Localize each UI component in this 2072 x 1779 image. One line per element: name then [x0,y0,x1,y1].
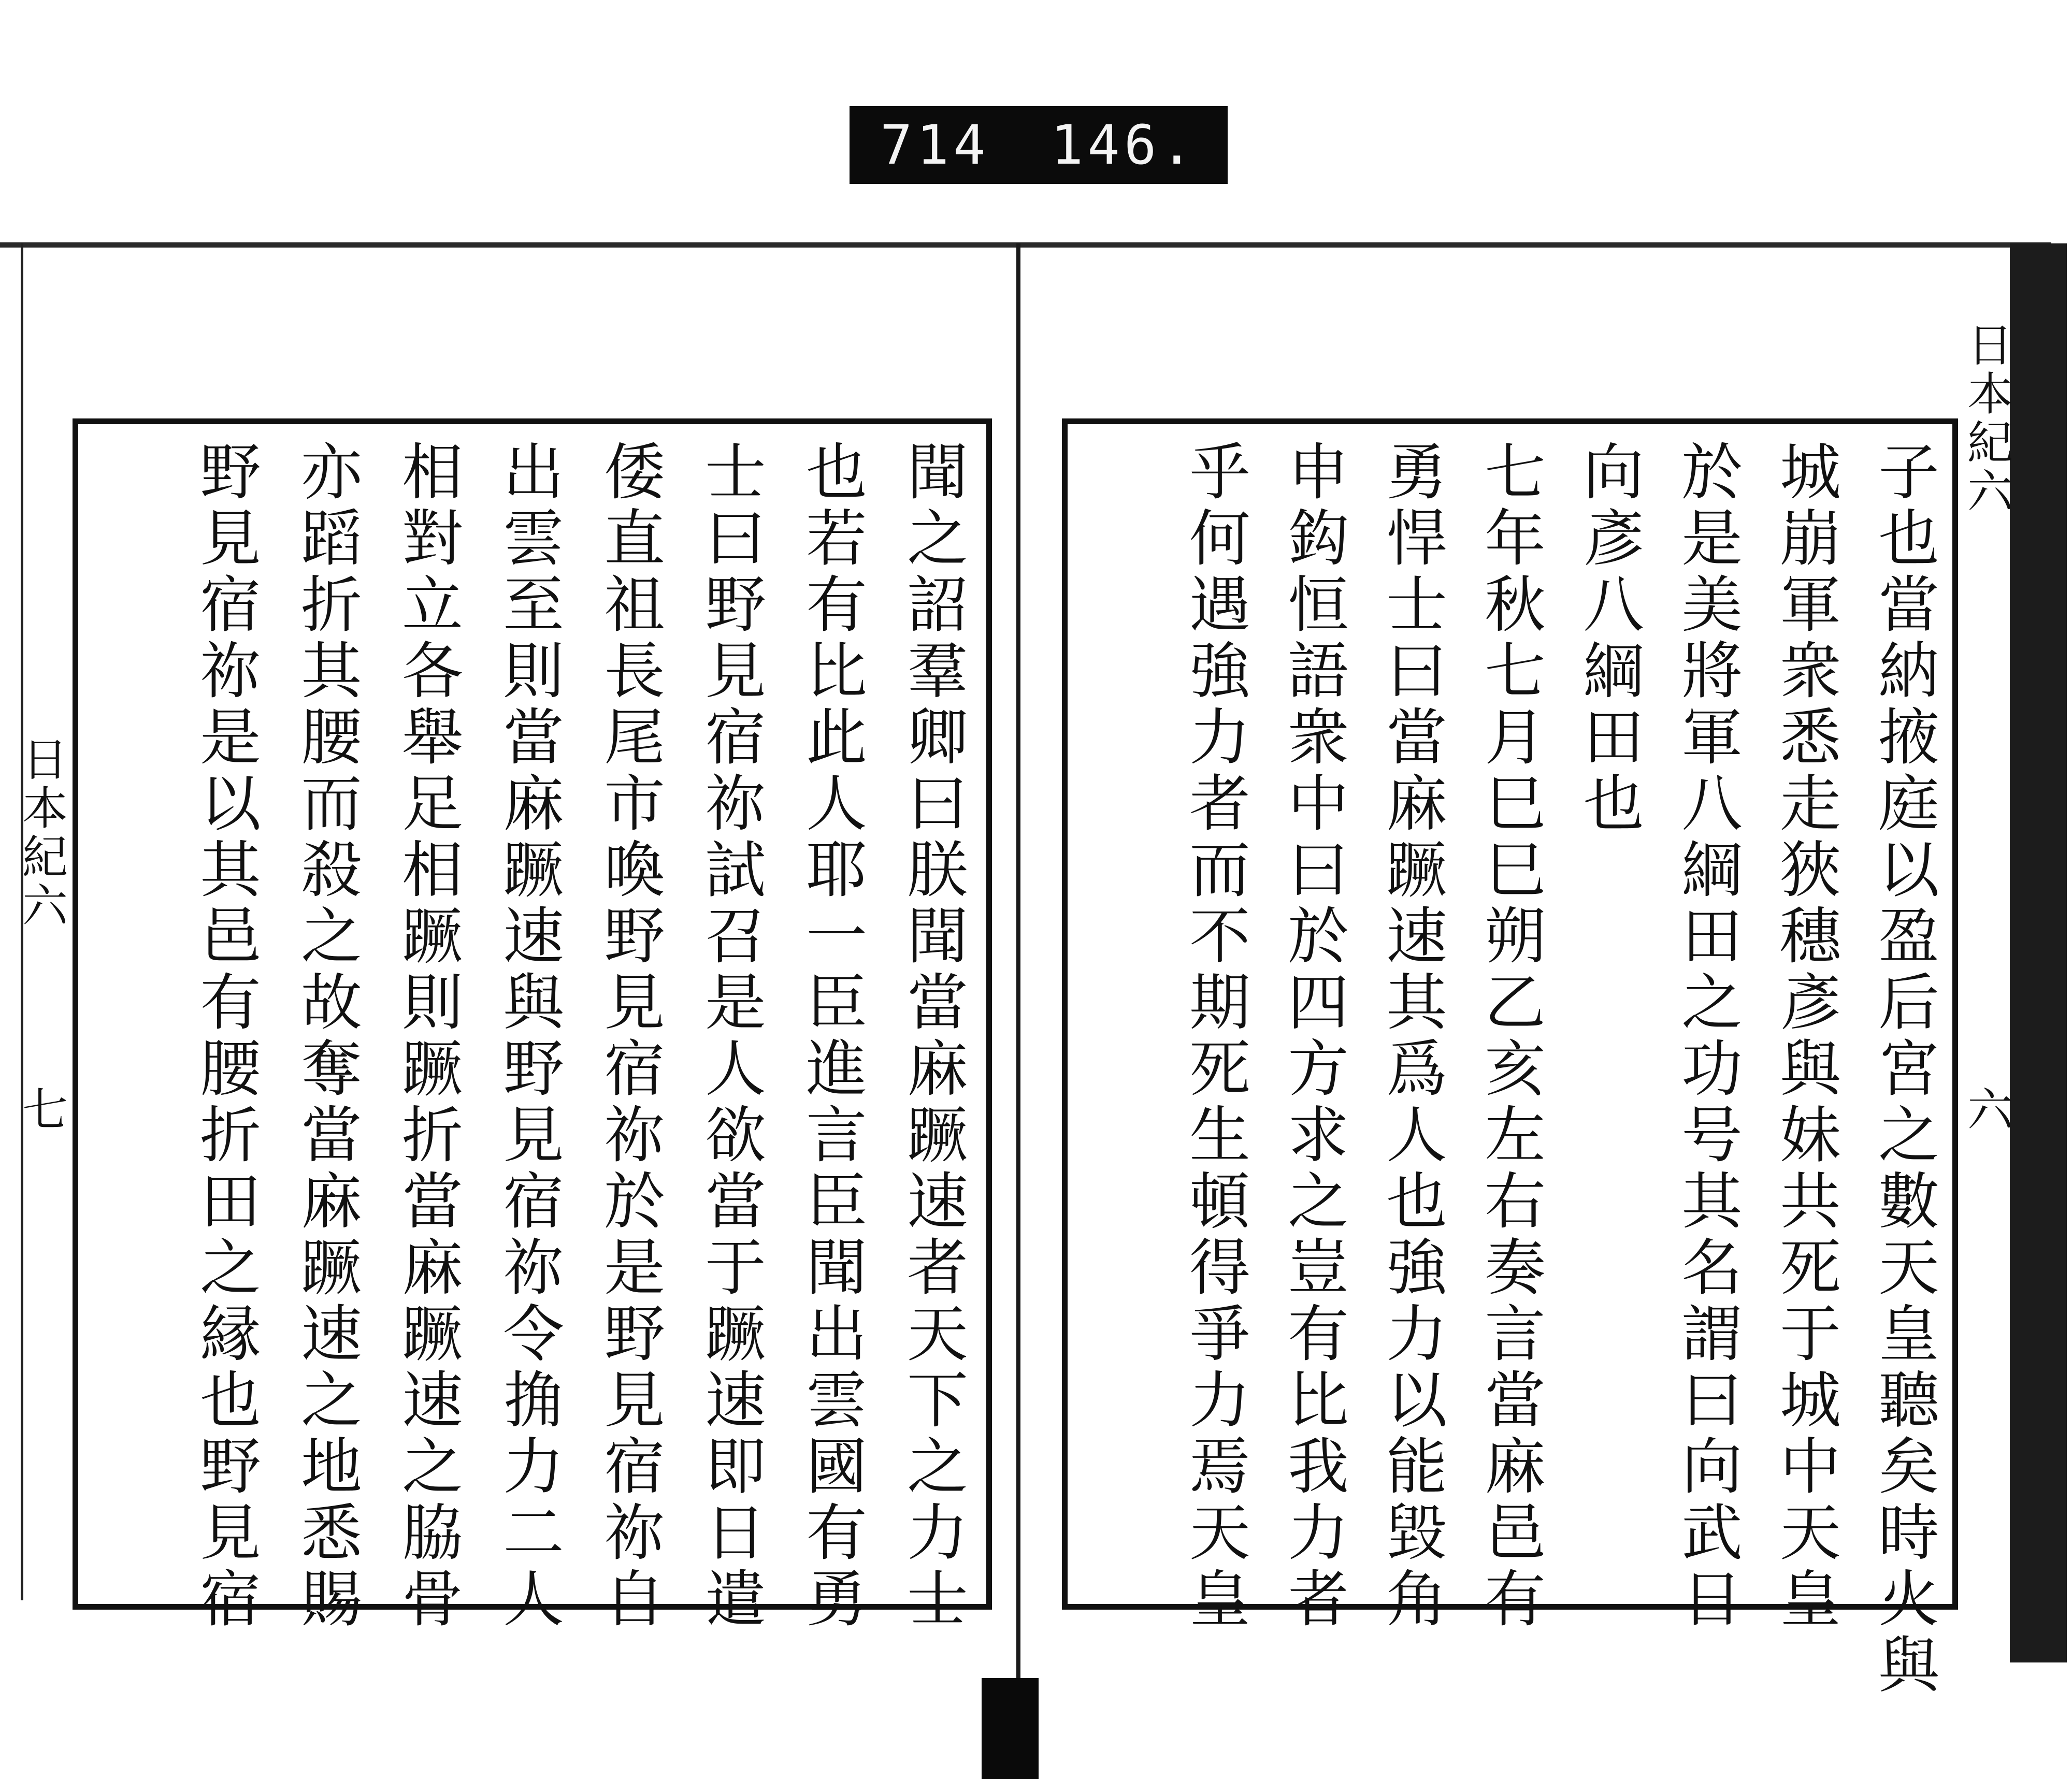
right-page-gutter [1955,0,2018,1779]
right-gutter-title: 日本紀六 [1960,321,2013,516]
right-text-column: 申鈎恒語衆中曰於四方求之豈有比我力者 [1277,440,1349,1633]
left-leaf-number: 七 [15,1086,68,1131]
left-text-column: 聞之詔羣卿曰朕聞當麻蹶速者天下之力士 [897,440,968,1633]
left-text-column: 士曰野見宿祢試召是人欲當于蹶速即日遣 [695,440,766,1633]
book-top-edge [0,242,2051,248]
right-text-column: 向彥八綱田也 [1573,440,1644,837]
right-text-column: 城崩軍衆悉走狹穗彥與妹共死于城中天皇 [1769,440,1841,1633]
left-page [73,418,992,1633]
right-text-column: 七年秋七月巳巳朔乙亥左右奏言當麻邑有 [1474,440,1546,1633]
archive-number-left: 714 [880,113,990,177]
left-text-column: 倭直祖長尾市喚野見宿祢於是野見宿祢自 [594,440,665,1633]
right-text-column: 勇悍士曰當麻蹶速其爲人也強力以能毀角 [1376,440,1447,1633]
left-text-column: 也若有比此人耶一臣進言臣聞出雲國有勇 [796,440,867,1633]
archive-number-label [850,106,1228,184]
right-page [1062,418,1958,1699]
spine-bottom-tab [982,1678,1039,1779]
right-leaf-number: 六 [1960,1086,2013,1131]
left-text-column: 野見宿祢是以其邑有腰折田之縁也野見宿 [190,440,261,1633]
book-spine [1016,243,1020,1683]
left-text-column: 相對立各舉足相蹶則蹶折當麻蹶速之脇骨 [392,440,463,1633]
right-text-column: 於是美將軍八綱田之功号其名謂曰向武日 [1671,440,1743,1633]
archive-number-right: 146. [1051,113,1198,177]
left-gutter-title: 日本紀六 [15,735,68,930]
left-page-gutter [10,0,73,1779]
left-text-column: 出雲至則當麻蹶速與野見宿祢令捔力二人 [493,440,564,1633]
right-book-edge [2010,243,2067,1662]
right-text-column: 子也當納掖庭以盈后宮之數天皇聽矣時火與 [1868,440,1939,1699]
left-text-column: 亦蹈折其腰而殺之故奪當麻蹶速之地悉賜 [291,440,362,1633]
right-text-column: 乎何遇強力者而不期死生頓得爭力焉天皇 [1179,440,1250,1633]
